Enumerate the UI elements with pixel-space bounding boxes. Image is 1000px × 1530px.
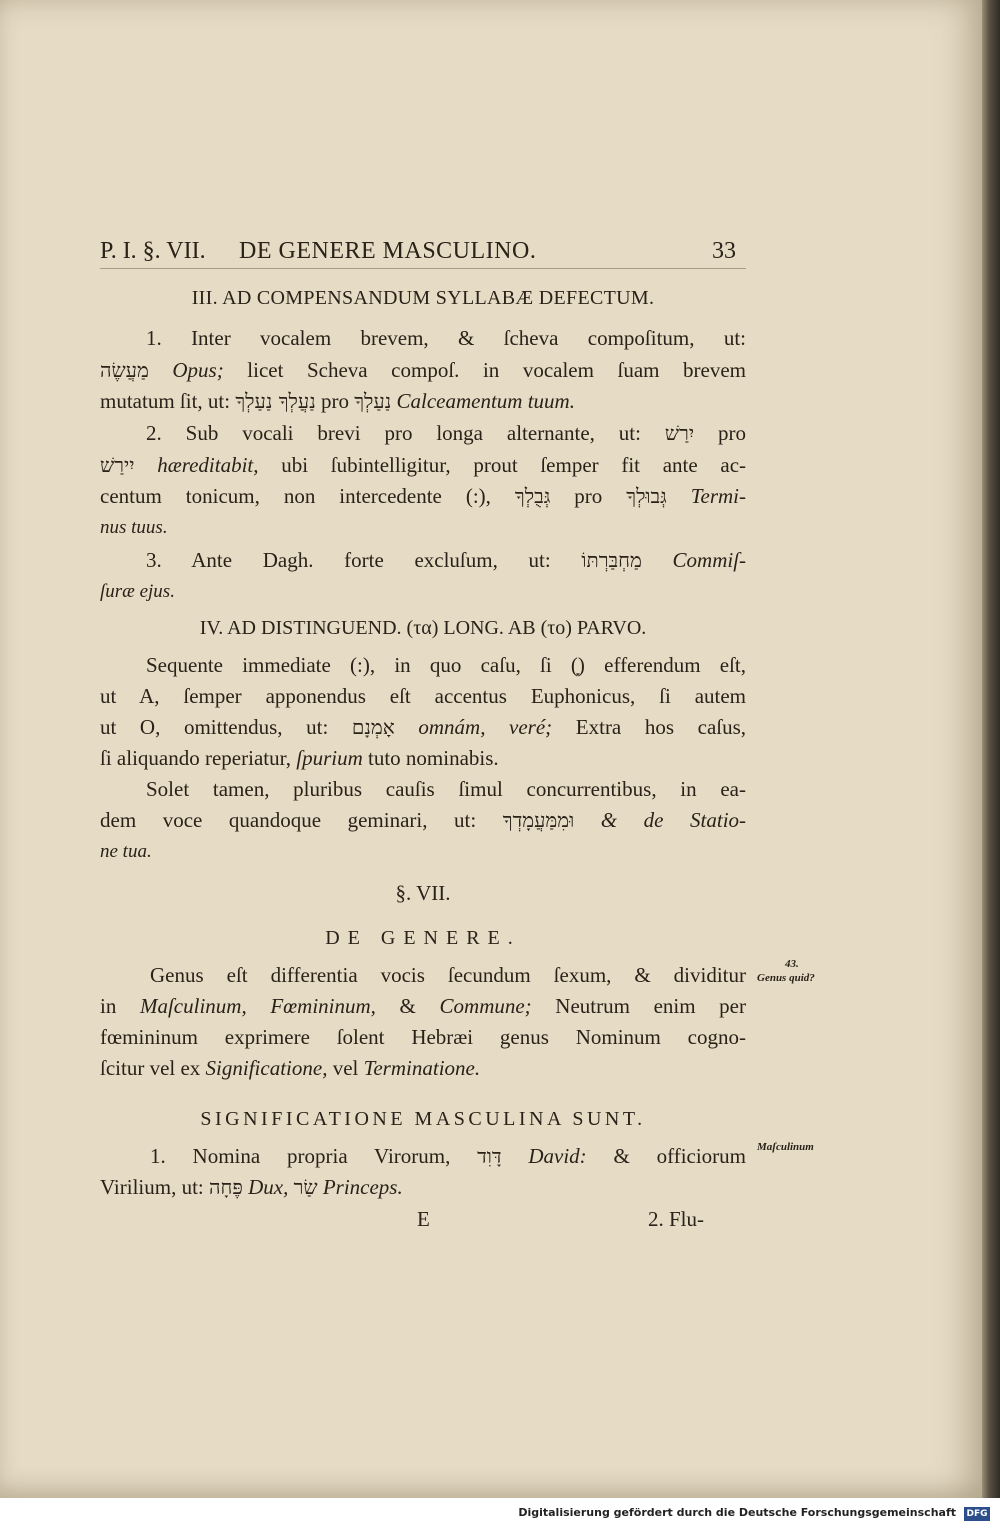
text-span: pro [718,421,746,445]
page-number: 33 [712,238,736,264]
text-line [100,545,746,575]
hebrew-word: גְּבוּלְךָ [626,484,667,508]
text-line [100,991,746,1021]
text-line [100,712,746,742]
text-line: ſuræ ejus. [100,581,175,602]
emphasis: ſpurium [296,746,363,770]
page-title: DE GENERE MASCULINO. [239,238,537,264]
section-reference: P. I. §. VII. [100,238,206,264]
dfg-logo: DFG [964,1507,990,1521]
text-line [100,1141,746,1171]
text-line [100,743,499,773]
text-span: 1. Nomina propria Virorum, [150,1144,451,1168]
text-span: ſcitur vel ex [100,1056,201,1080]
text-line [100,355,746,385]
hebrew-word: יִרַשׁ [664,421,695,445]
hebrew-word: וּמִמַּעֲמָדְךָ [502,808,575,832]
text-line [100,418,746,448]
emphasis: Commune; [439,994,532,1018]
margin-note-genus: Genus quid? [757,972,815,984]
text-line: ut A, ſemper apponendus eſt accentus Euphonicus, ſi autem [100,684,746,708]
hebrew-word: מַעֲשֶׂה [100,358,149,382]
text-span: mutatum ſit, ut: [100,389,231,413]
latin-gloss: Commiſ- [672,548,747,572]
hebrew-word: נַעֲלְךָ נַעַלְךָ [235,389,316,413]
section-number: §. VII. [395,881,451,905]
text-line [100,481,746,511]
text-span: 3. Ante Dagh. forte excluſum, ut: [146,548,551,572]
subheading-compensation: III. AD COMPENSANDUM SYLLABÆ DEFECTUM. [191,287,655,309]
text-line [100,805,746,835]
subheading-signification: SIGNIFICATIONE MASCULINA SUNT. [200,1108,646,1130]
text-line [100,1053,480,1083]
text-span: Extra hos caſus, [575,715,747,739]
margin-note-masculinum: Maſculinum [757,1141,814,1153]
text-span: in [100,994,117,1018]
text-line: fœmininum exprimere ſolent Hebræi genus Nominum cogno- [100,1025,746,1049]
page-edge [982,0,1000,1498]
text-span: ut O, omittendus, ut: [100,715,329,739]
text-line: ne tua. [100,841,152,862]
latin-gloss: Dux, [248,1175,289,1199]
latin-gloss: Princeps. [322,1175,403,1199]
hebrew-word: גְּבֻלְךָ [514,484,551,508]
text-span: dem voce quandoque geminari, ut: [100,808,477,832]
digitization-credit: Digitalisierung gefördert durch die Deutsche Forschungsgemeinschaft [518,1506,956,1519]
emphasis: Significatione, [205,1056,328,1080]
latin-gloss: Termi- [690,484,747,508]
text-span: tuto nominabis. [368,746,499,770]
text-span: Virilium, ut: [100,1175,204,1199]
text-line [100,1172,403,1202]
subheading-distinguish: IV. AD DISTINGUEND. (τα) LONG. AB (το) PARVO. [199,617,647,639]
text-span: pro [574,484,603,508]
latin-gloss: omnám, veré; [418,715,553,739]
signature-mark: E [417,1207,430,1231]
hebrew-word: פֶּחָה [209,1175,243,1199]
text-span: pro [320,389,349,413]
text-span: vel [332,1056,359,1080]
section-heading: DE GENERE. [325,927,521,949]
text-line: nus tuus. [100,517,168,538]
hebrew-word: יִירַשׁ [100,453,135,477]
hebrew-word: שַׂר [293,1175,318,1199]
text-line [100,386,575,416]
latin-gloss: hæreditabit, [157,453,259,477]
text-span: ubi ſubintelligitur, prout ſemper fit ante ac- [281,453,747,477]
header-rule [100,268,746,269]
text-span: 2. Sub vocali brevi pro longa alternante, ut: [146,421,641,445]
hebrew-word: דָּוִד [477,1144,502,1168]
latin-gloss: & de Statio- [600,808,747,832]
text-span: & officiorum [613,1144,747,1168]
text-span: & [399,994,416,1018]
emphasis: Maſculinum, Fœmininum, [139,994,376,1018]
catchword: 2. Flu- [648,1207,705,1231]
margin-note-number: 43. [785,958,799,970]
text-line: Genus eſt differentia vocis ſecundum ſexum, & dividitur [150,963,746,987]
latin-gloss: David: [528,1144,587,1168]
text-span: centum tonicum, non intercedente (:), [100,484,491,508]
footer-bar [0,1498,1000,1530]
text-line: Sequente immediate (:), in quo caſu, ſi (ָ) efferendum eſt, [146,653,746,677]
hebrew-word: אָמְנָם [351,715,395,739]
hebrew-word: נַעַלְךָ [354,389,392,413]
latin-gloss: Opus; [172,358,224,382]
text-span: licet Scheva compoſ. in vocalem ſuam brevem [247,358,747,382]
hebrew-word: מַחְבַּרְתּוֹ [581,548,642,572]
text-line: Solet tamen, pluribus cauſis ſimul concurrentibus, in ea- [146,777,746,801]
text-line [100,450,746,480]
latin-gloss: Calceamentum tuum. [396,389,575,413]
text-span: Neutrum enim per [555,994,746,1018]
emphasis: Terminatione. [363,1056,481,1080]
text-line: 1. Inter vocalem brevem, & ſcheva compoſitum, ut: [146,326,746,350]
text-span: ſi aliquando reperiatur, [100,746,291,770]
